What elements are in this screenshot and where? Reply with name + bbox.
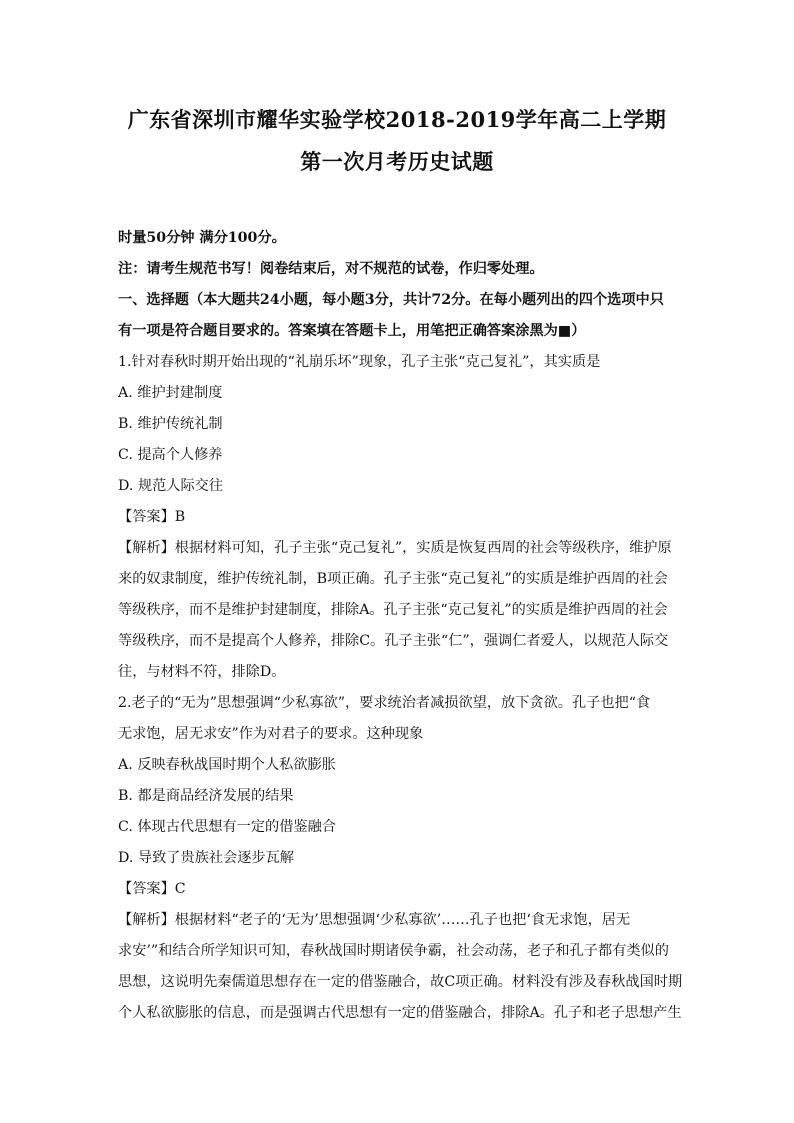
- document-subtitle: 第一次月考历史试题: [300, 149, 494, 174]
- question-2-analysis-line: 求安’”和结合所学知识可知，春秋战国时期诸侯争霸，社会动荡，老子和孔子都有类似的: [118, 943, 669, 959]
- question-1-option-d: D. 规范人际交往: [118, 478, 224, 494]
- question-2-analysis-line: 个人私欲膨胀的信息，而是强调古代思想有一定的借鉴融合，排除A。孔子和老子思想产生: [118, 1005, 682, 1021]
- question-1-analysis-line: 等级秩序，而不是提高个人修养，排除C。孔子主张“仁”，强调仁者爱人，以规范人际交: [118, 633, 669, 649]
- question-1-option-a: A. 维护封建制度: [118, 385, 223, 401]
- exam-notice: 注：请考生规范书写！阅卷结束后，对不规范的试卷，作归零处理。: [118, 261, 544, 277]
- exam-meta: 时量50分钟 满分100分。: [118, 230, 286, 246]
- question-2-option-d: D. 导致了贵族社会逐步瓦解: [118, 850, 294, 866]
- question-2-analysis-line: 思想，这说明先秦儒道思想存在一定的借鉴融合，故C项正确。材料没有涉及春秋战国时期: [118, 974, 683, 990]
- question-2-stem-line: 无求饱，居无求安”作为对君子的要求。这种现象: [118, 726, 424, 742]
- question-1-analysis-line: 往，与材料不符，排除D。: [118, 664, 286, 680]
- question-1-answer: 【答案】B: [118, 509, 186, 525]
- question-1-analysis-line: 【解析】根据材料可知，孔子主张“克己复礼”，实质是恢复西周的社会等级秩序，维护原: [118, 540, 672, 556]
- section-header-line-1: 一、选择题（本大题共24小题，每小题3分，共计72分。在每小题列出的四个选项中只: [118, 292, 664, 308]
- document-title: 广东省深圳市耀华实验学校2018-2019学年高二上学期: [127, 107, 667, 132]
- question-2-answer: 【答案】C: [118, 881, 186, 897]
- question-1-option-c: C. 提高个人修养: [118, 447, 223, 463]
- question-2-option-a: A. 反映春秋战国时期个人私欲膨胀: [118, 757, 336, 773]
- question-2-stem-line: 2.老子的“无为”思想强调“少私寡欲”，要求统治者减损欲望，放下贪欲。孔子也把“食: [118, 695, 651, 711]
- question-1-analysis-line: 等级秩序，而不是维护封建制度，排除A。孔子主张“克己复礼”的实质是维护西周的社会: [118, 602, 668, 618]
- question-1-analysis-line: 来的奴隶制度，维护传统礼制，B项正确。孔子主张“克己复礼”的实质是维护西周的社会: [118, 571, 668, 587]
- question-2-option-c: C. 体现古代思想有一定的借鉴融合: [118, 819, 336, 835]
- section-header-line-2: 有一项是符合题目要求的。答案填在答题卡上，用笔把正确答案涂黑为■）: [118, 323, 586, 339]
- question-1-stem: 1.针对春秋时期开始出现的“礼崩乐坏”现象，孔子主张“克己复礼”，其实质是: [118, 354, 601, 370]
- question-2-analysis-line: 【解析】根据材料“老子的‘无为’思想强调‘少私寡欲’……孔子也把‘食无求饱，居无: [118, 912, 631, 928]
- question-1-option-b: B. 维护传统礼制: [118, 416, 223, 432]
- question-2-option-b: B. 都是商品经济发展的结果: [118, 788, 294, 804]
